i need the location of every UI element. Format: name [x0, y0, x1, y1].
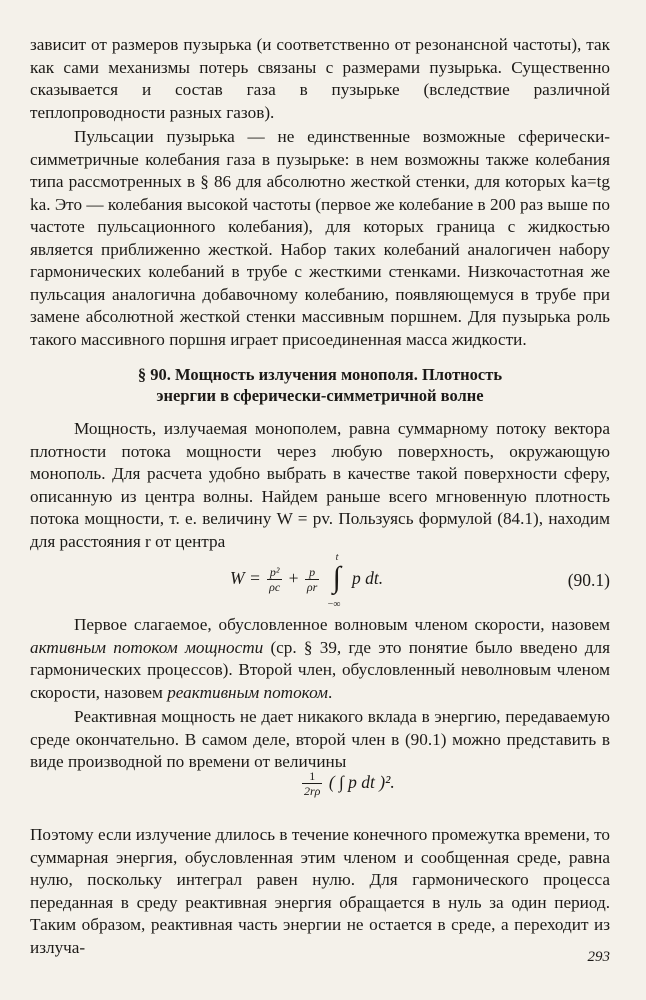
eq-lhs: W = [230, 568, 261, 589]
term-active-flux: активным потоком мощности [30, 637, 264, 657]
active-text-1: Первое слагаемое, обусловленное волновым членом скорости, назовем [74, 615, 610, 634]
equation-2-body [300, 770, 395, 798]
power-text-block [30, 418, 610, 553]
equation-reactive-quantity [30, 770, 610, 814]
page-number: 293 [587, 949, 610, 965]
eq-frac2-den: ρr [306, 580, 318, 594]
paragraph-final: Поэтому если излучение длилось в течение конечного промежутка времени, то суммарная энергия, обусловленная этим членом и сообщенная среде, равна нулю, поскольку интеграл равен нулю. Для гармонического процесса переданная в среду реактивная энергия обращается в нуль за один период. Таким образом, реактивная часть энергии не остается в среде, а переходит из излуча- [30, 825, 610, 957]
paragraph-reactive-power: Реактивная мощность не дает никакого вклада в энергию, передаваемую среде окончательно. В самом деле, второй член в (90.1) можно представить в виде производной по времени от величины [30, 707, 610, 771]
eq-frac1-den: ρc [269, 580, 281, 594]
integral-lower-limit: −∞ [327, 599, 341, 610]
equation-body [230, 552, 384, 610]
section-heading-line1: § 90. Мощность излучения монополя. Плотность [137, 365, 503, 384]
paragraph-continued: зависит от размеров пузырька (и соответственно от резонансной частоты), так как сами механизмы потерь связаны с размерами пузырька. Существенно сказывается и состав газа в пузырьке (вследствие различной теплопроводности разных газов). [30, 35, 610, 122]
paragraph-active-flux [30, 614, 610, 704]
active-text-2: (ср. § 39, где это понятие было введено для гармонических процессов). Второй член, обусловленный неволновым членом скорости, назовем [30, 637, 610, 702]
eq2-fraction [302, 770, 322, 798]
integral-sign: t ∫ −∞ [327, 552, 341, 610]
paragraph-monopole-power: Мощность, излучаемая монополем, равна суммарному потоку вектора плотности потока мощности через любую поверхность, окружающую монополь. Для расчета удобно выбрать в качестве такой поверхности сферу, описанную из центра волны. Найдем раньше всего мгновенную плотность потока мощности, т. е. величину W = pv. Пользуясь формулой (84.1), находим для расстояния r от центра [30, 419, 610, 551]
section-heading [30, 364, 610, 406]
eq2-num: 1 [302, 770, 322, 784]
section-heading-line2: энергии в сферически-симметричной волне [156, 386, 484, 405]
term-reactive-flux: реактивным потоком [167, 682, 328, 702]
eq-plus: + [288, 568, 299, 589]
integral-upper-limit: t [335, 552, 339, 563]
final-text-block [30, 824, 610, 959]
eq-frac2-num: p [305, 566, 319, 580]
eq-integrand: p dt. [352, 568, 384, 589]
eq-fraction-active [267, 566, 282, 594]
eq-fraction-reactive [305, 566, 319, 594]
active-text-block [30, 614, 610, 774]
paragraph-bubble-pulsations: Пульсации пузырька — не единственные возможные сферически-симметричные колебания газа в пузырьке: в нем возможны также колебания типа рассмотренных в § 86 для абсолютно жесткой стенки, для которых ka=tg ka. Это — колебания высокой частоты (первое же колебание в 200 раз выше по частоте пульсационного колебания), для которых граница с жидкостью является приближенно жесткой. Набор таких колебаний аналогичен набору гармонических колебаний в трубе с жесткими стенками. Низкочастотная же пульсация аналогична добавочному колебанию, появляющемуся в трубе при замене абсолютной жесткой стенки массивным поршнем. Для пузырька роль такого массивного поршня играет присоединенная масса жидкости. [30, 127, 610, 349]
eq2-den: 2rρ [304, 784, 321, 798]
active-text-3: . [327, 682, 333, 702]
eq2-body: ( ∫ p dt )². [328, 772, 395, 793]
top-text-block [30, 34, 610, 351]
equation-number: (90.1) [567, 570, 610, 590]
eq-frac1-num: p² [267, 566, 282, 580]
equation-90-1 [30, 552, 610, 610]
